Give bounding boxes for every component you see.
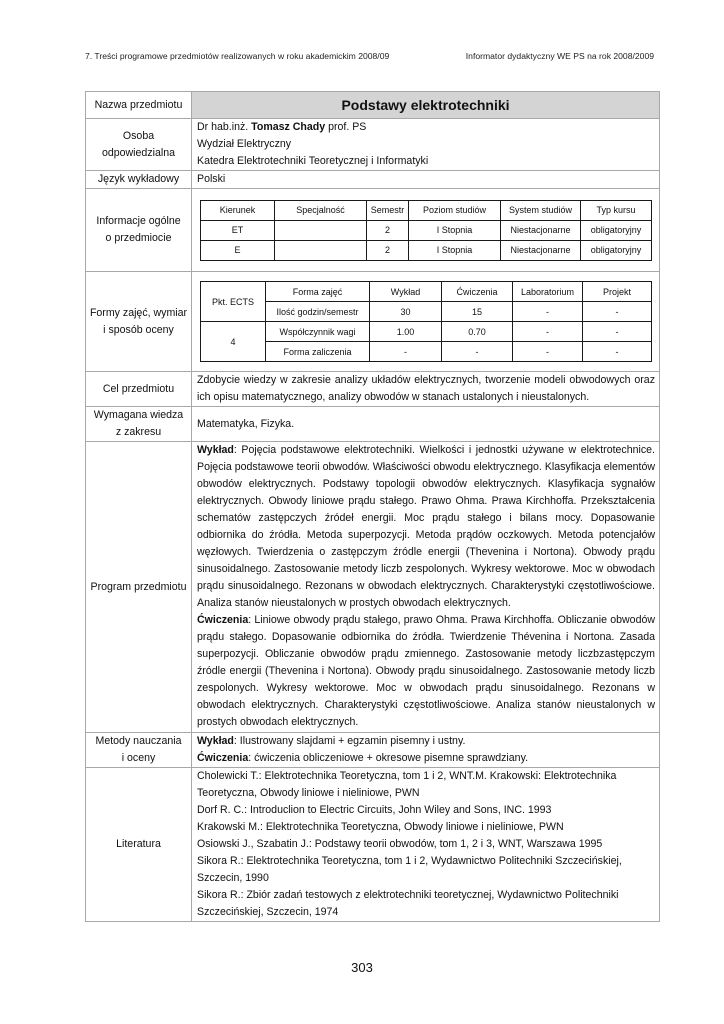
methods-label-line1: Metody nauczania (95, 735, 182, 747)
required-label-line2: z zakresu (115, 426, 162, 438)
running-header-left: 7. Treści programowe przedmiotów realizowanych w roku akademickim 2008/09 (85, 51, 390, 61)
page-number: 303 (351, 960, 373, 975)
forms-cell: - (583, 342, 652, 362)
general-header-cell: Kierunek (201, 200, 275, 220)
language-value: Polski (192, 171, 660, 189)
general-cell: obligatoryjny (581, 240, 652, 260)
forms-table (200, 281, 652, 362)
general-cell: E (201, 240, 275, 260)
methods-exercise (197, 750, 655, 767)
literature-item: Krakowski M.: Elektrotechnika Teoretyczna, Obwody liniowe i nieliniowe, PWN (197, 821, 564, 833)
forms-cell: - (370, 342, 442, 362)
literature-item: Osiowski J., Szabatin J.: Podstawy teorii obwodów, tom 1, 2 i 3, WNT, Warszawa 1995 (197, 838, 603, 850)
responsible-label-line1: Osoba (122, 129, 155, 142)
general-info-header-row (201, 200, 652, 220)
required-text: Matematyka, Fizyka. (192, 407, 660, 442)
responsible-name: Tomasz Chady (251, 121, 326, 133)
general-cell: Niestacjonarne (501, 220, 581, 240)
ects-value: 4 (201, 322, 266, 362)
general-cell: ET (201, 220, 275, 240)
program-lecture (197, 442, 655, 612)
general-cell: I Stopnia (409, 220, 501, 240)
ects-label: Pkt. ECTS (201, 282, 266, 322)
responsible-label-line2: odpowiedzialna (101, 146, 176, 159)
general-cell: Niestacjonarne (501, 240, 581, 260)
general-info-cell (192, 189, 660, 272)
course-name-label: Nazwa przedmiotu (86, 92, 192, 119)
forms-cell: - (583, 322, 652, 342)
forms-header-cell: Projekt (583, 282, 652, 302)
methods-label (86, 733, 192, 768)
goal-label: Cel przedmiotu (86, 372, 192, 407)
general-cell (275, 240, 367, 260)
forms-cell: Współczynnik wagi (266, 322, 370, 342)
forms-cell: Ilość godzin/semestr (266, 302, 370, 322)
forms-header-cell: Ćwiczenia (442, 282, 513, 302)
course-title: Podstawy elektrotechniki (192, 92, 660, 119)
program-exercise-label: Ćwiczenia (197, 614, 249, 626)
forms-cell: Forma zaliczenia (266, 342, 370, 362)
program-lecture-label: Wykład (197, 444, 234, 456)
forms-header-cell: Wykład (370, 282, 442, 302)
forms-cell: 1.00 (370, 322, 442, 342)
responsible-faculty: Wydział Elektryczny (197, 138, 292, 150)
general-info-label-line2: o przedmiocie (105, 232, 172, 244)
forms-cell (192, 272, 660, 372)
forms-row (201, 302, 652, 322)
forms-cell: - (583, 302, 652, 322)
literature-item: Dorf R. C.: Introduclion to Electric Circuits, John Wiley and Sons, INC. 1993 (197, 804, 552, 816)
forms-cell: 15 (442, 302, 513, 322)
methods-lecture-text: : Ilustrowany slajdami + egzamin pisemny i ustny. (233, 735, 466, 747)
responsible-title-suffix: prof. PS (325, 121, 367, 133)
general-header-cell: Specjalność (275, 200, 367, 220)
forms-cell: - (513, 302, 583, 322)
responsible-person (197, 119, 655, 136)
running-header-right: Informator dydaktyczny WE PS na rok 2008/2009 (465, 51, 654, 61)
general-cell: 2 (367, 240, 409, 260)
program-exercise-text: : Liniowe obwody prądu stałego, prawo Ohma. Prawa Kirchhoffa. Obliczanie obwodów prądu stałego. Dopasowanie odbiornika do źródła. Twierdzenie Thévenina i Nortona. Zasada superpozycji. Obliczanie obwodów prądu zmiennego. Zastosowanie metody liczbzastępczym źródle energii (Thevenina i Nortona). Obwody prądu sinusoidalnego. Zastosowanie metody liczb zespolonych. Wykresy wektorowe. Moc w obwodach prądu sinusoidalnego. Rezonans w obwodach elektrycznych. Charakterystyki częstotliwościowe. Analiza stanów nieustalonych w prostych obwodach elektrycznych. (197, 614, 655, 728)
general-cell: obligatoryjny (581, 220, 652, 240)
general-info-row (201, 240, 652, 260)
goal-text: Zdobycie wiedzy w zakresie analizy układów elektrycznych, tworzenie modeli obwodowych oraz ich opisu matematycznego, analizy obwodów w stanach ustalonych i nieustalonych. (192, 372, 660, 407)
literature-item: Cholewicki T.: Elektrotechnika Teoretyczna, tom 1 i 2, WNT.M. Krakowski: Elektrotechnika Teoretyczna, Obwody liniowe i nieliniowe, PWN (197, 770, 617, 799)
general-header-cell: System studiów (501, 200, 581, 220)
responsible-title-prefix: Dr hab.inż. (197, 121, 252, 133)
required-label (86, 407, 192, 442)
methods-lecture-label: Wykład (197, 735, 234, 747)
general-cell: 2 (367, 220, 409, 240)
literature-item: Sikora R.: Elektrotechnika Teoretyczna, tom 1 i 2, Wydawnictwo Politechniki Szczecińskiej, Szczecin, 1990 (197, 855, 622, 884)
literature-label: Literatura (86, 768, 192, 922)
forms-header-cell: Forma zajęć (266, 282, 370, 302)
methods-exercise-text: : ćwiczenia obliczeniowe + okresowe pisemne sprawdziany. (248, 752, 529, 764)
general-cell (275, 220, 367, 240)
language-label: Język wykładowy (86, 171, 192, 189)
forms-cell: 0.70 (442, 322, 513, 342)
methods-label-line2: i oceny (121, 752, 156, 764)
general-cell: I Stopnia (409, 240, 501, 260)
required-label-line1: Wymagana wiedza (93, 409, 184, 421)
course-card-table (85, 91, 660, 922)
general-header-cell: Poziom studiów (409, 200, 501, 220)
program-exercise (197, 612, 655, 731)
methods-exercise-label: Ćwiczenia (197, 752, 249, 764)
program-lecture-text: : Pojęcia podstawowe elektrotechniki. Wielkości i jednostki używane w elektrotechnice. Pojęcia podstawowe teorii obwodów. Właściwości obwodu elektrycznego. Klasyfikacja elementów obwodów elektrycznych. Podstawy topologii obwodów elektrycznych. Klasyfikacja sygnałów elektrycznych. Obwody liniowe prądu stałego. Prawo Ohma. Prawa Kirchhoffa. Przekształcenia schematów zastępczych źródeł energii. Moc prądu stałego i bilans mocy. Dopasowanie odbiornika do źródła. Metoda superpozycji. Metoda prądów oczkowych. Metoda potencjałów węzłowych. Twierdzenia o zastępczym źródle energii (Thevenina i Nortona). Obwody prądu sinusoidalnego. Zastosowanie metody liczb zespolonych. Wykresy wektorowe. Moc w obwodach prądu sinusoidalnego. Rezonans w obwodach elektrycznych. Charakterystyki częstotliwościowe. Analiza stanów nieustalonych w prostych obwodach elektrycznych. (197, 444, 655, 609)
forms-header-cell: Laboratorium (513, 282, 583, 302)
general-info-table (200, 200, 652, 261)
literature-list (192, 768, 660, 922)
forms-cell: - (513, 322, 583, 342)
forms-row (201, 322, 652, 342)
program-text (192, 442, 660, 733)
responsible-label (86, 119, 192, 171)
forms-label (86, 272, 192, 372)
forms-row (201, 342, 652, 362)
general-info-row (201, 220, 652, 240)
forms-cell: 30 (370, 302, 442, 322)
responsible-department: Katedra Elektrotechniki Teoretycznej i Informatyki (197, 155, 429, 167)
forms-label-line1: Formy zajęć, wymiar (89, 306, 188, 319)
general-header-cell: Typ kursu (581, 200, 652, 220)
general-info-label (86, 189, 192, 272)
forms-cell: - (513, 342, 583, 362)
responsible-value (192, 119, 660, 171)
forms-cell: - (442, 342, 513, 362)
literature-item: Sikora R.: Zbiór zadań testowych z elektrotechniki teoretycznej, Wydawnictwo Politechniki Szczecińskiej, Szczecin, 1974 (197, 889, 619, 918)
general-header-cell: Semestr (367, 200, 409, 220)
general-info-label-line1: Informacje ogólne (96, 215, 181, 227)
program-label: Program przedmiotu (86, 442, 192, 733)
methods-lecture (197, 733, 655, 750)
methods-text (192, 733, 660, 768)
forms-label-line2: i sposób oceny (103, 323, 174, 336)
